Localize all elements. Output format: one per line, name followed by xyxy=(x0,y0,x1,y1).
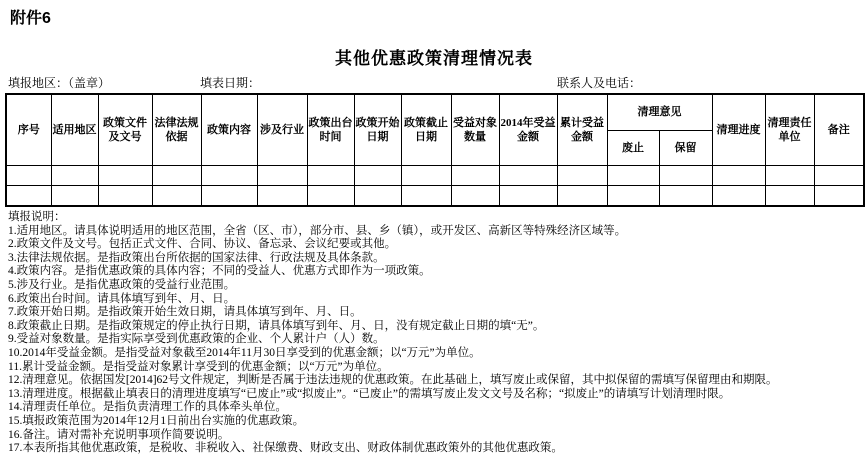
empty-cell xyxy=(201,186,257,207)
empty-cell xyxy=(659,186,712,207)
fill-date-label: 填表日期： xyxy=(200,76,261,90)
empty-cell xyxy=(307,166,354,186)
note-item: 13.清理进度。根据截止填表日的清理进度填写“已废止”或“拟废止”。“已废止”的需填写废止发文文号及名称；“拟废止”的请填写计划清理时限。 xyxy=(8,387,731,400)
empty-cell xyxy=(152,186,201,207)
header-cell-cleanup-opinion-group: 清理意见 xyxy=(607,94,712,131)
empty-cell xyxy=(451,186,499,207)
header-cell-region: 适用地区 xyxy=(51,94,98,166)
note-item: 1.适用地区。请具体说明适用的地区范围，全省（区、市），部分市、县、乡（镇），或开发区、高新区等特殊经济区域等。 xyxy=(8,224,627,237)
empty-cell xyxy=(307,186,354,207)
empty-cell xyxy=(712,186,765,207)
empty-cell xyxy=(557,166,607,186)
header-row-1 xyxy=(6,94,864,131)
note-item: 16.备注。请对需补充说明事项作简要说明。 xyxy=(8,428,230,441)
note-item: 4.政策内容。是指优惠政策的具体内容；不同的受益人、优惠方式即作为一项政策。 xyxy=(8,265,431,278)
note-item: 8.政策截止日期。是指政策规定的停止执行日期，请具体填写到年、月、日，没有规定截止日期的填“无”。 xyxy=(8,319,545,332)
empty-cell xyxy=(814,166,864,186)
region-label: 填报地区：（盖章） xyxy=(8,76,111,90)
note-item: 9.受益对象数量。是指实际享受到优惠政策的企业、个人累计户（人）数。 xyxy=(8,333,385,346)
note-item: 11.累计受益金额。是指受益对象累计享受到的优惠金额；以“万元”为单位。 xyxy=(8,360,389,373)
header-cell-remarks: 备注 xyxy=(814,94,864,166)
empty-cell xyxy=(354,186,401,207)
attachment-label: 附件6 xyxy=(10,10,51,27)
header-cell-cleanup-progress: 清理进度 xyxy=(712,94,765,166)
notes-heading: 填报说明： xyxy=(8,211,66,223)
empty-cell xyxy=(607,186,659,207)
policy-table xyxy=(5,93,865,207)
note-item: 15.填报政策范围为2014年12月1日前出台实施的优惠政策。 xyxy=(8,414,305,427)
note-item: 10.2014年受益金额。是指受益对象截至2014年11月30日享受到的优惠金额；以“万元”为单位。 xyxy=(8,346,481,359)
header-cell-end-date: 政策截止日期 xyxy=(401,94,451,166)
contact-label: 联系人及电话： xyxy=(557,76,642,90)
note-item: 7.政策开始日期。是指政策开始生效日期，请具体填写到年、月、日。 xyxy=(8,306,362,319)
empty-cell xyxy=(6,166,51,186)
empty-cell xyxy=(51,166,98,186)
note-item: 14.清理责任单位。是指负责清理工作的具体牵头单位。 xyxy=(8,401,287,414)
empty-cell xyxy=(257,166,307,186)
empty-cell xyxy=(152,166,201,186)
empty-cell xyxy=(557,186,607,207)
header-cell-industry: 涉及行业 xyxy=(257,94,307,166)
empty-cell xyxy=(98,166,152,186)
empty-cell xyxy=(607,166,659,186)
empty-cell xyxy=(51,186,98,207)
empty-cell xyxy=(201,166,257,186)
header-cell-document-number: 政策文件及文号 xyxy=(98,94,152,166)
meta-row xyxy=(0,74,868,92)
note-item: 5.涉及行业。是指优惠政策的受益行业范围。 xyxy=(8,278,236,291)
header-cell-policy-content: 政策内容 xyxy=(201,94,257,166)
header-cell-beneficiary-count: 受益对象数量 xyxy=(451,94,499,166)
empty-cell xyxy=(354,166,401,186)
header-cell-start-date: 政策开始日期 xyxy=(354,94,401,166)
page-title: 其他优惠政策清理情况表 xyxy=(335,49,533,68)
empty-cell xyxy=(451,166,499,186)
table-row xyxy=(6,186,864,207)
header-cell-retain: 保留 xyxy=(659,131,712,166)
empty-cell xyxy=(765,166,814,186)
header-cell-issue-time: 政策出台时间 xyxy=(307,94,354,166)
note-item: 3.法律法规依据。是指政策出台所依据的国家法律、行政法规及具体条款。 xyxy=(8,251,385,264)
notes-section xyxy=(8,211,848,456)
note-item: 6.政策出台时间。请具体填写到年、月、日。 xyxy=(8,292,236,305)
empty-cell xyxy=(765,186,814,207)
empty-cell xyxy=(814,186,864,207)
empty-cell xyxy=(499,186,557,207)
header-cell-abolish: 废止 xyxy=(607,131,659,166)
empty-cell xyxy=(659,166,712,186)
empty-cell xyxy=(257,186,307,207)
table-row xyxy=(6,166,864,186)
header-cell-responsible-unit: 清理责任单位 xyxy=(765,94,814,166)
empty-cell xyxy=(401,186,451,207)
empty-cell xyxy=(401,166,451,186)
empty-cell xyxy=(6,186,51,207)
empty-cell xyxy=(712,166,765,186)
note-item: 12.清理意见。依据国发[2014]62号文件规定，判断是否属于违法违规的优惠政策。在此基础上，填写废止或保留，其中拟保留的需填写保留理由和期限。 xyxy=(8,374,778,387)
empty-cell xyxy=(499,166,557,186)
header-cell-legal-basis: 法律法规依据 xyxy=(152,94,201,166)
empty-cell xyxy=(98,186,152,207)
header-cell-index: 序号 xyxy=(6,94,51,166)
note-item: 17.本表所指其他优惠政策，是税收、非税收入、社保缴费、财政支出、财政体制优惠政策外的其他优惠政策。 xyxy=(8,442,563,455)
header-cell-2014-benefit-amount: 2014年受益金额 xyxy=(499,94,557,166)
note-item: 2.政策文件及文号。包括正式文件、合同、协议、备忘录、会议纪要或其他。 xyxy=(8,238,397,251)
header-cell-cumulative-benefit-amount: 累计受益金额 xyxy=(557,94,607,166)
